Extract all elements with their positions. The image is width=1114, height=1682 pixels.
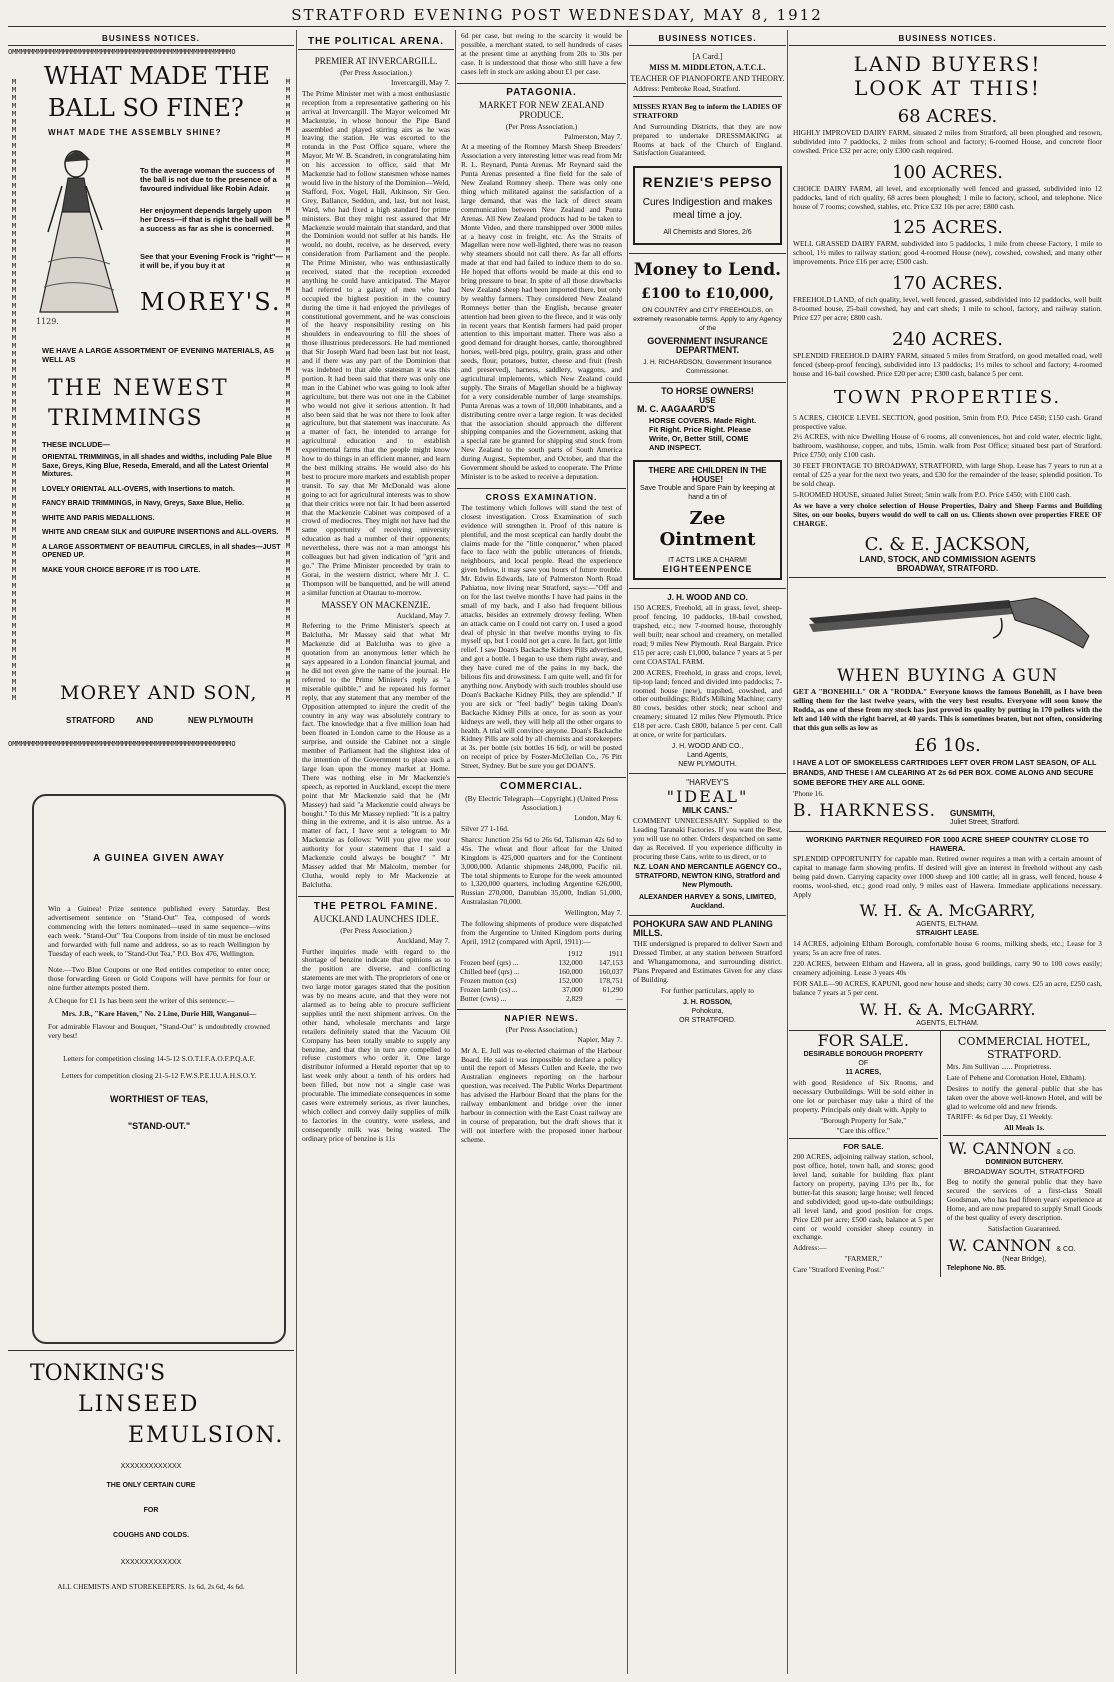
table-row bbox=[457, 958, 626, 967]
list-item: WHITE AND PARIS MEDALLIONS. bbox=[42, 514, 155, 522]
table-cell: Frozen mutton (cs) bbox=[460, 975, 517, 985]
card-label: [A Card.] bbox=[629, 45, 786, 61]
list-item: MAKE YOUR CHOICE BEFORE IT IS TOO LATE. bbox=[42, 566, 201, 574]
property-listing: 5 ACRES, CHOICE LEVEL SECTION, good position, 5min from P.O. Price £450; £150 cash. Grand prospective value. bbox=[793, 412, 1102, 431]
list-item: FANCY BRAID TRIMMINGS, in Navy, Greys, Saxe Blue, Helio. bbox=[42, 500, 245, 507]
article-headline: PATAGONIA. bbox=[457, 83, 626, 98]
ad-firm: J. H. WOOD AND CO., bbox=[671, 742, 744, 750]
article-subheadline: (By Electric Telegraph—Copyright.) (United Press Association.) bbox=[465, 794, 618, 813]
ad-headline: BALL SO FINE? bbox=[48, 94, 244, 122]
ad-headline: FOR SALE. bbox=[789, 1138, 938, 1151]
ad-headline: WHAT MADE THE bbox=[44, 62, 271, 90]
ad-cheque: A Cheque for £1 1s has been sent the writer of this sentence:— bbox=[48, 996, 235, 1006]
article-headline: THE PETROL FAMINE. bbox=[298, 896, 454, 912]
byline: (Per Press Association.) bbox=[505, 1024, 578, 1034]
column-divider bbox=[787, 30, 788, 1674]
property-listing: 5-ROOMED HOUSE, situated Juliet Street; 5min walk from P.O. Price £450; with £100 cash. bbox=[793, 489, 1072, 499]
listing-acres: 240 ACRES. bbox=[892, 328, 1003, 350]
table-cell: 160,000 bbox=[558, 966, 583, 976]
border-pattern: OMMMMMMMMMMMMMMMMMMMMMMMMMMMMMMMMMMMMMMMMMMMMMMMMMMMMO bbox=[8, 48, 236, 56]
ad-subheadline: WHAT MADE THE ASSEMBLY SHINE? bbox=[48, 128, 222, 137]
byline: (Per Press Association.) bbox=[340, 68, 412, 77]
border-pattern: M M M M M M M M M M M M M M M M M M M M M M M M M M M M M M M M M M M M M M M M M M M M M M M M M M M M M M M M M M M M M M M M M M M M M M M M M M M M M M bbox=[285, 78, 291, 702]
article-headline: NAPIER NEWS. bbox=[457, 1009, 626, 1023]
property-listing: 30 FEET FRONTAGE TO BROADWAY, STRATFORD, with large Shop. Lease has 7 years to run at a rental of £25 a year for the next two years, and £30 for the remainder of the lease; splendid position. To be sold cheap. bbox=[793, 461, 1102, 488]
ad-body: HORSE COVERS. Made Right. Fit Right. Price Right. Please Write, Or, Better Still, COME AND INSPECT. bbox=[649, 416, 757, 453]
sale-advert bbox=[789, 1031, 941, 1277]
ad-headline: FOR SALE. bbox=[817, 1030, 909, 1050]
ad-body: As we have a very choice selection of House Properties, Dairy and Sheep Farms and Building Sites, on our books, buyers would do well to call on us. Clients shown over properties FREE OF CHARGE. bbox=[793, 500, 1102, 528]
ad-body: For further particulars, apply to bbox=[661, 986, 754, 995]
article-headline: CROSS EXAMINATION. bbox=[457, 488, 626, 502]
column-2 bbox=[298, 30, 454, 1674]
ad-line: Mrs. Jim Sullivan ...... Proprietress. bbox=[946, 1061, 1052, 1071]
listing-text: WELL GRASSED DAIRY FARM, subdivided into 5 paddocks, 1 mile from cheese Factory, 1 mile to school, 1½ miles to railway station; good 4-roomed House (new), cowshed, cowshed, and many other improvements. Price £16 per acre; £500 cash. bbox=[793, 239, 1102, 267]
byline: (Per Press Association.) bbox=[340, 925, 412, 935]
ad-letters: Letters for competition closing 21-5-12 F.W.S.P.E.I.U.A.H.S.O.Y. bbox=[61, 1070, 257, 1080]
ad-body: with good Residence of Six Rooms, and necessary Outbuildings. Will be sold either in one lot or purchaser may take a third of the property. Principals only dealt with. Apply to bbox=[793, 1077, 934, 1114]
table-cell: — bbox=[615, 993, 623, 1003]
ad-label: THESE INCLUDE— bbox=[42, 440, 110, 449]
list-item: ORIENTAL TRIMMINGS, in all shades and widths, including Pale Blue Saxe, Greys, King Blue, Reseda, Emerald, and all the Latest Oriental Mixtures. bbox=[42, 454, 272, 478]
pepso-advert bbox=[633, 166, 782, 245]
ad-slogan: "STAND-OUT." bbox=[127, 1120, 191, 1131]
list-item: A LARGE ASSORTMENT OF BEAUTIFUL CIRCLES, in all shades—JUST OPENED UP. bbox=[42, 543, 281, 559]
ad-line: "Borough Property for Sale," bbox=[820, 1115, 907, 1125]
silver-price: Silver 27 1-16d. bbox=[461, 823, 509, 833]
ad-separator: XXXXXXXXXXXXX bbox=[120, 1559, 182, 1566]
ad-signature: J. H. RICHARDSON, Government Insurance Commissioner. bbox=[643, 359, 772, 376]
mcgarry-advert bbox=[789, 831, 1106, 1028]
ad-paragraph: To the average woman the success of the ball is not due to the presence of a favoured individual like Robin Adair. bbox=[140, 166, 277, 193]
lady-illustration bbox=[18, 142, 128, 332]
ad-amount: £100 to £10,000, bbox=[641, 286, 774, 303]
section-header: BUSINESS NOTICES. bbox=[658, 34, 757, 43]
ad-firm: NEW PLYMOUTH. bbox=[678, 760, 737, 768]
card-line: TEACHER OF PIANOFORTE AND THEORY. bbox=[630, 74, 785, 83]
ad-agent: N.Z. LOAN AND MERCANTILE AGENCY CO., STRATFORD, NEWTON KING, Stratford and New Plymouth. bbox=[633, 864, 782, 890]
ad-firm-suffix: & CO. bbox=[1056, 1245, 1076, 1253]
listing-acres: 125 ACRES. bbox=[892, 217, 1003, 239]
hotel-advert bbox=[941, 1031, 1106, 1277]
section-header: BUSINESS NOTICES. bbox=[102, 34, 200, 43]
ad-firm-line: BROADWAY, STRATFORD. bbox=[896, 564, 999, 574]
card-name: MISS M. MIDDLETON, A.T.C.L. bbox=[649, 63, 766, 72]
guinea-advert bbox=[32, 794, 286, 1344]
ad-body: GET A "BONEHILL" OR A "RODDA." Everyone knows the famous Bonehill, as I have been selling them for the last twelve years, with the very best results. Everyone will soon know the Rodda, as one of these from my stock has just proved its quality by putting in 170 pellets with the left and 140 with the right barrel, at 40 yards. This is sometimes beaten, but not often, considering that this gun sells as low as bbox=[793, 687, 1102, 733]
listing-text: CHOICE DAIRY FARM, all level, and exceptionally well fenced and grassed, subdivided into 12 paddocks, land of rich quality, 68 acres been ploughed; 1 mile to factory, school, and telephone. Nice house of 7 rooms; cowshed, stables, etc. Price £32 10s per acre; £800 cash. bbox=[793, 183, 1102, 211]
ad-body: SPLENDID OPPORTUNITY for capable man. Retired owner requires a man with a certain amount of capital to manage farm showing profits. If desired will give an interest in freehold without any cash being paid down. Carrying capacity over 1000 sheep and 100 cattle; all in grass, well fenced, house 4 rooms, wool-shed, etc.; good road only, 9 miles east of Hawera. Immediate applications necessary. Apply bbox=[793, 853, 1102, 899]
column-divider bbox=[455, 30, 456, 1674]
listing-acres: 68 ACRES. bbox=[897, 106, 998, 127]
ad-headline: THERE ARE CHILDREN IN THE HOUSE! bbox=[648, 466, 767, 485]
ad-headline: POHOKURA SAW AND PLANING MILLS. bbox=[633, 919, 773, 939]
bottom-adverts bbox=[789, 1030, 1106, 1277]
column-1 bbox=[8, 30, 294, 1674]
ad-firm-suffix: & CO. bbox=[1056, 1149, 1076, 1157]
ad-body: COMMENT UNNECESSARY. Supplied to the Leading Taranaki Factories. If you want the Best, you will use no other. Orders despatched on same day as Received. If you experience difficulty in procuring these Cans, write to us direct, or to bbox=[633, 815, 782, 861]
ad-department: GOVERNMENT INSURANCE DEPARTMENT. bbox=[647, 336, 768, 356]
ad-title: A GUINEA GIVEN AWAY bbox=[93, 853, 225, 864]
ad-headline: EMULSION. bbox=[128, 1423, 285, 1448]
article-body: The Prime Minister met with a most enthusiastic reception from a representative gathering on his arrival at Invercargill. The Mayor welcomed Mr Mackenzie, in whose honour the Pipe Band assembled and played stirring airs as he was leaving the station. He was escorted to the rotunda in the Post Office square, where the Mayor, Mr W. B. Scandrett, in congratulating him on his accession to office, said that Mr Mackenzie had to follow statesmen whose names would live in the history of the Dominion—Weld, Stafford, Fox, Vogel, Hall, Atkinson, Sir Geo. Grey, Ballance, Seddon, and, last, but not least, Ward, who had fixed a high standard for prime ministers. But they might rest assured that Mr Mackenzie would maintain that standard, and that the Dominion would not suffer at his hands. He would, no doubt, receive, as he deserved, every consideration from Parliament and the people. The Prime Minister, who was enthusiastically received, stated that the reception exceeded anything he could have anticipated. The Mayor had referred to a galaxy of men who had occupied the highest position in the country during the time it had enjoyed the privileges of constitutional government, and he was conscious of the heavy responsibility resting on his shoulders in endeavouring to fill the shoes of those illustrious predecessors. He had mentioned that Sir Joseph Ward had been last but not least, and if there was any part of the Dominion that was indebted to that able statesman it was this portion. It had been said that there was only one man in the Cabinet who was going to look after agriculture, but there was not one in the Cabinet who would not give it serious attention. It had also been said that he was not there to look after agriculture, but that statement was inaccurate. As a matter of fact, he intended to arrange for agricultural education and to establish experimental farms that the people might know how to do things in an efficient manner, and learn the best milking strains. He would also do his best to procure more markets and establish proper transit. To say that Mr McDonald was alone going to act for agricultural interests was to show that their critics were not fair. It had been asserted that the Mackenzie Cabinet was composed of a crowd of mediocres. They might not have had the same opportunity of receiving university education as had a number of their opponents; nevertheless, there was not a man amongst his colleagues but had given indication of "grit and go." The Prime Minister proceeded by train to Gorai, in the western district, where Mr J. C. Thompson will be banquetted, and he will attend a similar function at Otautau to-morrow. bbox=[302, 88, 450, 597]
ad-intro: WE HAVE A LARGE ASSORTMENT OF EVENING MATERIALS, AS WELL AS bbox=[42, 346, 274, 364]
ad-firm: W. H. & A. McGARRY, bbox=[859, 901, 1036, 921]
article-body: The testimony which follows will stand the test of closest investigation. Cross Examination of such evidence will strengthen it. Proof of this nature is plentiful, and the most sceptical can hardly doubt the claims made for the "little conqueror," when placed face to face with the public utterances of friends, neighbours, and local people. Read the experience given below, it may save you hours of future trouble. Mr. Edwin Edwards, late of Palmerston North Road Pahiatua, now living near Stratford, says:—"Off and on for the last twelve months I have had pains in the small of my back, and I also had frequent bilious attacks, besides an extremely drowsy feeling. When an attack came on I could not carry on. I used a good deal of physic in that twelve months trying to fix myself up, but I could not get a cure. In fact, got little relief. I saw Doan's Backache Kidney Pills advertised, and got a bottle. I began to use them right away, and they have cured me of the pains in my back, the bilious fits and drowsiness. I am quite well, and fit for anything now. Anybody with such troubles should use Doan's Backache Kidney Pills, they are splendid." If you are sick or "feel badly" begin taking Doan's Backache Kidney Pills at once, for as soon as your kidneys are well, they will help all the other organs to health. A trial will convince anyone. Doan's Backache Kidney Pills are sold by all chemists and storekeepers at 3s. per bottle (six bottles 16 6d), or will be posted on receipt of price by Foster-McClellan Co., 76 Pitt Street, Sydney. But be sure you get DOAN'S. bbox=[461, 502, 622, 771]
table-cell: 132,000 bbox=[558, 957, 583, 967]
article-body: Mr A. E. Jull was re-elected chairman of the Harbour Board. He said it was impossible to declare a policy until the report of Messrs Cullen and Keele, the two Australian engineers reporting on the harbour question, was received. The Public Works Department has advised the Harbour Board that the plans for the railway embankment and bridge over the inner harbour in connection with the East Coast railway are in course of preparation, but the draft shows that it will not interfere with the proposed inner harbour scheme. bbox=[461, 1045, 622, 1144]
ad-slogan: WORTHIEST OF TEAS, bbox=[110, 1093, 208, 1104]
article-headline: MASSEY ON MACKENZIE. bbox=[321, 599, 431, 610]
table-header: 1912 bbox=[567, 948, 583, 958]
ad-letters: Letters for competition closing 14-5-12 S.O.T.I.F.A.O.F.P.Q.A.F. bbox=[63, 1053, 255, 1063]
ad-firm: ALEXANDER HARVEY & SONS, LIMITED, Auckland. bbox=[638, 894, 777, 911]
ad-firm: J. H. ROSSON, bbox=[682, 998, 732, 1006]
farm-listing bbox=[789, 217, 1106, 267]
ad-firm-line: Juliet Street, Stratford. bbox=[949, 818, 1020, 826]
table-header bbox=[457, 949, 545, 958]
ad-line: "Care this office." bbox=[836, 1126, 890, 1136]
farm-listing bbox=[789, 106, 1106, 156]
property-listing: 2½ ACRES, with nice Dwelling House of 6 rooms, all conveniences, hot and cold water, electric light, bathroom, washhouse, copper, and tubs, 15min. walk from Post Office; situated best part of Stratford. Price £750; only £100 cash. bbox=[793, 432, 1102, 460]
morey-advert bbox=[8, 45, 294, 786]
table-header: 1911 bbox=[608, 948, 623, 958]
article-headline: COMMERCIAL. bbox=[457, 777, 626, 792]
ad-line: DOMINION BUTCHERY. bbox=[985, 1159, 1064, 1167]
table-cell: 147,153 bbox=[598, 957, 623, 967]
ad-headline: WORKING PARTNER REQUIRED FOR 1000 ACRE SHEEP COUNTRY CLOSE TO HAWERA. bbox=[806, 834, 1089, 853]
ad-line: (Near Bridge), bbox=[1002, 1255, 1047, 1263]
ad-brand: RENZIE'S PEPSO bbox=[642, 174, 773, 191]
list-item: LOVELY ORIENTAL ALL-OVERS, with Insertions to match. bbox=[42, 485, 235, 493]
article-body: At a meeting of the Romney Marsh Sheep Breeders' Association a very interesting letter was read from Mr R. L. Reynard, Punta Arenas. Mr Reynard said the Punta Arenas presented a fine field for the sale of New Zealand Romney sheep. There was only one thing which militated against the satisfaction of a large demand, that was the lack of direct steam communication between New Zealand and Punta Arenas. All New Zealand products had to be taken to Monte Video, and there transhipped over 3000 miles at a heavy cost in freight, etc. As the Straits of Magellan were now well-lighted, there was no reason why steamers should not call there. As far all efforts made at that end had failed to induce them to do so. He hoped that efforts would be made at this end to bring pressure to bear. In spite of all those drawbacks New Zealand sheep had been imported there, but only by wealthy farmers. They considered New Zealand Romneys better than the English, because greater attention had been given to the fleece, and it was only in recent years that Kentish farmers had paid proper attention to this important matter. There was also a good demand for draught horses, cattle, thoroughbred horses, well-bred pigs, poultry, grain, grass and other seeds, flour, potatoes, butter, cheese and fruit (fresh and preserved), harness, saddlery, waggons, and agricultural implements, which New Zealand could supply. The Straits of Magellan should be a highway for a very considerable number of large steamships. Punta Arenas was a town of 10,000 inhabitants, and a distributing centre over a large region. It was decided that the association should approach the different shipping companies and the Government, asking that a special rate be granted for shipping stud stock from New Zealand to the south parts of South America during August, September, and October, and that the Government should be asked to cooperate. The Prime Minister is to be asked to receive a deputation. bbox=[461, 142, 622, 481]
ad-firm: Land Agents, bbox=[687, 751, 728, 759]
article-body: Further inquiries made with regard to the shortage of benzine indicate that opinions as to the position are diverse, and conflicting statements are met with. The proprietors of one or two large motor garages stated that the position was by no means acute, and that they were not alarmed as to being able to procure sufficient supplies until the next shipment arrives. On the other hand, wholesale merchants and large retailers definitely stated that the Vacuum Oil Company has been totally unable to supply any benzine, and that they in turn are compelled to refuse customers who order it. One large distributor informed a Herald reporter that up to last week only about a tenth of his orders had been filled, but now not a single case was procurable. The immediate consequences in some cases were extremely serious, as river launches, which collect and convey daily supplies of milk to factories in the country, were useless, and consequently milk was being wasted. The ordinary price of benzine is 11s bbox=[302, 946, 450, 1143]
ad-firm: W. CANNON bbox=[948, 1139, 1052, 1159]
ad-paragraph: Her enjoyment depends largely upon her Dress—if that is right the ball will be a success as far as she is concerned. bbox=[140, 206, 283, 233]
table-cell: 152,000 bbox=[558, 975, 583, 985]
ad-brand: "HARVEY'S bbox=[686, 777, 729, 787]
farm-listing: 200 ACRES, Freehold, in grass and crops, level, tip-top land; fenced and divided into paddocks; 7-roomed house (new), trapshed, cowshed, and other outbuildings; Ridd's Milking Machine; carry 80 cows, besides other stock; near school and creamery; situated 12 miles New Plymouth. Price £18 per acre. Cash £800, balance 5 per cent. Call at once, or write for particulars. bbox=[633, 667, 782, 740]
ad-headline: TRIMMINGS bbox=[48, 406, 203, 431]
farm-listing bbox=[789, 329, 1106, 379]
ad-headline: COMMERCIAL HOTEL, STRATFORD. bbox=[958, 1034, 1091, 1061]
ad-line: "FARMER," bbox=[844, 1254, 883, 1264]
ad-line: DESIRABLE BOROUGH PROPERTY bbox=[803, 1050, 923, 1058]
column-5 bbox=[789, 30, 1106, 1674]
ad-price: £6 10s. bbox=[914, 735, 981, 756]
ad-body: Win a Guinea! Prize sentence published every Saturday. Best advertisement sentence on "Stand-Out" Tea, composed of words commencing with the letters nominated—used in same sequence—wins each week. "Stand-Out" Tea Coupons from inside of tin must be enclosed and forwarded with full name and address, so as to reach Wellington by Tuesday of each week, to "Stand-Out Tea," P.O. Box 476, Wellington. bbox=[48, 904, 270, 958]
table-cell: 37,000 bbox=[562, 984, 583, 994]
ad-firm: W. H. & A. McGARRY. bbox=[859, 999, 1036, 1019]
ointment-advert bbox=[633, 460, 782, 580]
tonking-advert bbox=[8, 1350, 294, 1674]
article-body: Sharcs: Junction 25s 6d to 26s 6d, Talisman 42s 6d to 45s. The wheat and flour afloat for the United Kingdom is 425,000 quarters and for the Continent 3,000,000. Atlantic shipments 248,000, Pacific nil. The total shipments to Europe for the week amounted to 1,320,000 quarters, including Argentine 626,000, Russian 270,000, Danubian 35,000, Indian 51,000, Australasian 70,000. bbox=[461, 834, 622, 907]
table-cell: 61,290 bbox=[602, 984, 623, 994]
ad-note: Note.—Two Blue Coupons or one Red entitles competitor to enter once; those forwarding Green or Gold Coupons will have permits for four or nine further attempts posted them. bbox=[48, 965, 270, 993]
ad-headline: LAND BUYERS! bbox=[853, 52, 1042, 76]
column-4 bbox=[629, 30, 786, 1674]
ideal-advert bbox=[629, 773, 786, 912]
ad-line: COUGHS AND COLDS. bbox=[113, 1532, 189, 1539]
masthead-rule bbox=[8, 26, 1106, 27]
ad-body: 200 ACRES, adjoining railway station, school, post office, hotel, town hall, and stores; good level land, suitable for building flax plant factory on property, paying 13½ per lb., for butter-fat this season; large house; well fenced and subdivided; good up-to-date outbuildings; all level land, and good position for crops. Price £20 per acre; £500 cash, balance at 5 per cent or would consider sheep country in exchange. bbox=[793, 1152, 934, 1242]
ad-brand: MOREY'S. bbox=[140, 288, 282, 316]
trimmings-list bbox=[42, 454, 282, 581]
list-item: WHITE AND CREAM SILK and GUIPURE INSERTIONS and ALL-OVERS. bbox=[42, 529, 279, 536]
ad-line: FOR bbox=[143, 1507, 159, 1514]
ad-line: USE bbox=[699, 396, 716, 406]
ad-firm-line: GUNSMITH, bbox=[949, 808, 995, 818]
ad-headline: TOWN PROPERTIES. bbox=[833, 386, 1062, 408]
ad-firm-details bbox=[950, 809, 1020, 827]
ad-town: AND bbox=[136, 716, 154, 725]
ad-body: I HAVE A LOT OF SMOKELESS CARTRIDGES LEFT OVER FROM LAST SEASON, OF ALL BRANDS, AND THESE I AM CLEARING AT 2s 6d PER BOX. COME ALONG AND SECURE SOME BEFORE THEY ARE ALL GONE. bbox=[793, 758, 1097, 787]
byline: (Per Press Association.) bbox=[505, 121, 578, 131]
column-divider bbox=[296, 30, 297, 1674]
listing-text: HIGHLY IMPROVED DAIRY FARM, situated 2 miles from Stratford, all been ploughed and resown, subdivided into 7 paddocks, 2 miles from school and factory; 6-roomed House, and concrete floor cowshed. Price £32 per acre; only £300 cash required. bbox=[793, 128, 1102, 155]
farm-listing bbox=[789, 273, 1106, 323]
article-body: The following shipments of produce were dispatched from the Argentine to United Kingdom ports during April, 1912 (compared with April, 1911):— bbox=[461, 919, 622, 946]
ad-body: Desires to notify the general public that she has taken over the above well-known Hotel, and will be glad to welcome old and new friends. bbox=[946, 1083, 1102, 1111]
ad-headline: WHEN BUYING A GUN bbox=[836, 666, 1059, 687]
ad-headline: TO HORSE OWNERS! bbox=[661, 386, 754, 397]
ad-headline: LINSEED bbox=[78, 1392, 200, 1417]
ad-firm-line: AGENTS, ELTHAM. bbox=[916, 921, 979, 929]
dateline: Wellington, May 7. bbox=[564, 908, 622, 918]
dateline: Invercargill, May 7. bbox=[391, 78, 450, 87]
ad-town: NEW PLYMOUTH bbox=[188, 716, 254, 725]
card-address: Address: Pembroke Road, Stratford. bbox=[633, 84, 741, 93]
article-headline: PREMIER AT INVERCARGILL. bbox=[298, 49, 454, 66]
table-cell: 178,751 bbox=[598, 975, 623, 985]
table-cell: Frozen beef (qrs) ... bbox=[460, 957, 519, 967]
ad-line: OF bbox=[858, 1059, 869, 1067]
ad-brand: "IDEAL" bbox=[666, 786, 749, 806]
horse-advert bbox=[629, 382, 786, 452]
gun-advert bbox=[789, 577, 1106, 826]
ad-line: BROADWAY SOUTH, STRATFORD bbox=[964, 1167, 1085, 1177]
ad-line: THE ONLY CERTAIN CURE bbox=[106, 1482, 196, 1489]
pohokura-advert bbox=[629, 915, 786, 1024]
masthead: STRATFORD EVENING POST WEDNESDAY, MAY 8, 1912 bbox=[291, 6, 823, 24]
ad-body: THE undersigned is prepared to deliver Sawn and Dressed Timber, at any station between Stratford and Whangamomona, and surrounding district. Plans Prepared and Estimates Given for any class of Building. bbox=[633, 939, 782, 985]
table-row bbox=[457, 967, 626, 976]
table-cell: Frozen lamb (cs) ... bbox=[460, 984, 518, 994]
listing-text: FREEHOLD LAND, of rich quality, level, well fenced, grassed, subdivided into 12 paddocks, well built 8-roomed house, 25-bail cowshed, hay and cart sheds; 1 mile to school, factory, and railway station. Price £27 per acre; £800 cash. bbox=[793, 295, 1102, 322]
ad-firm-row bbox=[793, 801, 1106, 827]
article-body: Referring to the Prime Minister's speech at Balclutha, Mr Massey said that what Mr Mackenzie did at Balclutha was to give a quotation from an anonymous letter which he says appeared in a London financial journal, and he did not even give the name of the journal. He referred to the Prime Minister's reply as "a miserable quibble," and he repeated his former reply, that any statement that any member of the Opposition attempted to injure the credit of the country in any way was absolutely contrary to fact. The knowledge that a five million loan had been floated in London came to the House as a surprise, and outside the Cabinet not a single member of Parliament had the slightest idea of the intention of the Government to place such a large loan upon the money market at Home. There was nothing else in Mr Mackenzie's speech, as reported in Auckland, except the mere point that Mr Mackenzie said that he (Mr Massey) had said "a Mackenzie could always be bought." To this Mr Massey replied: "It is a paltry thing in the extreme, and it is also untrue. As a matter of fact, I have sent a telegram to Mr Mackenzie as follows: 'Will you give me your authority for your statement that I said a Mackenzie could always be bought?' " Mr Massey added that Mr Malcolm, member for Clutha, would reply to Mr Mackenzie at Balclutha. bbox=[302, 621, 450, 889]
table-cell: 160,037 bbox=[598, 966, 623, 976]
dateline: Napier, May 7. bbox=[577, 1034, 622, 1044]
lease-listing: 220 ACRES, between Eltham and Hawera, all in grass, good buildings, carry 90 to 100 cows easily; creamery adjoining. Lease 3 years 40s bbox=[793, 959, 1102, 978]
shotgun-illustration bbox=[789, 578, 1106, 662]
ad-line: Address:— bbox=[793, 1243, 827, 1253]
ad-firm: OR STRATFORD. bbox=[679, 1016, 736, 1024]
table-cell: Chilled beef (qrs) ... bbox=[460, 966, 520, 976]
ad-line: Care "Stratford Evening Post." bbox=[793, 1265, 885, 1275]
ad-body: Beg to notify the general public that they have secured the services of a first-class Small Goodsman, who has had fifteen years' experience at Home, and are now prepared to supply Small Goods of the best quality of every description. bbox=[946, 1177, 1102, 1222]
ad-price: EIGHTEENPENCE bbox=[662, 564, 753, 575]
table-cell: Butter (cwts) ... bbox=[460, 993, 507, 1003]
ad-line: 11 ACRES, bbox=[845, 1068, 882, 1076]
ad-product: MILK CANS." bbox=[682, 805, 733, 815]
cannon-advert bbox=[943, 1135, 1106, 1272]
ad-firm: B. HARKNESS. bbox=[793, 800, 936, 821]
ad-slogan: IT ACTS LIKE A CHARM! bbox=[668, 557, 747, 565]
ad-headline: TONKING'S bbox=[30, 1361, 166, 1386]
svg-text:1129.: 1129. bbox=[36, 317, 59, 326]
lease-listing: 14 ACRES, adjoining Eltham Borough, comfortable house 6 rooms, milking sheds, etc.; Lease for 3 years; 5s an acre free of rates. bbox=[793, 939, 1102, 958]
article-subheadline: AUCKLAND LAUNCHES IDLE. bbox=[313, 913, 439, 924]
lease-listing: FOR SALE—90 ACRES, KAPUNI, good new house and sheds; carry 30 cows. £25 an acre, £250 cash, balance 7 years at 5 per cent. bbox=[793, 979, 1102, 997]
ad-line: ALL CHEMISTS AND STOREKEEPERS. 1s 6d, 2s 6d, 4s 6d. bbox=[57, 1582, 245, 1591]
ad-line: Satisfaction Guaranteed. bbox=[987, 1223, 1061, 1233]
ad-headline: J. H. WOOD AND CO. bbox=[629, 588, 786, 602]
shipments-table bbox=[457, 949, 626, 1003]
ad-separator: XXXXXXXXXXXXX bbox=[120, 1463, 182, 1470]
border-pattern: M M M M M M M M M M M M M M M M M M M M M M M M M M M M M M M M M M M M M M M M M M M M M M M M M M M M M M M M M M M M M M M M M M M M M M M M M M M M M M bbox=[11, 78, 17, 702]
farm-listing bbox=[789, 162, 1106, 212]
farm-listing: 150 ACRES, Freehold, all in grass, level, sheep-proof fencing, 10 paddocks, 18-bail cowshed, trapshed, etc.; new 7-roomed house, thoroughly well built; near school and creamery, on metalled road; 9 miles New Plymouth. Real Bargain. Price £15 per acre; cash £1,000, balance 7 years at 5 per cent COASTAL FARM. bbox=[633, 603, 782, 666]
listing-text: SPLENDID FREEHOLD DAIRY FARM, situated 5 miles from Stratford, on good metalled road, well fenced (sheep-proof fencing), subdivided into 13 paddocks; 1½ miles to school and factory; 4-roomed house and 16-bail cowshed. Price £20 per acre; £300 cash, balance 5 per cent. bbox=[793, 350, 1102, 378]
ryan-body: And Surrounding Districts, that they are now prepared to undertake DRESSMAKING at Rooms at back of the Church of England. Satisfaction Guaranteed. bbox=[633, 121, 782, 158]
table-row bbox=[457, 985, 626, 994]
dateline: London, May 6. bbox=[574, 813, 622, 823]
table-row bbox=[457, 994, 626, 1003]
ad-line: Late of Pehene and Coronation Hotel, Eltham). bbox=[946, 1072, 1087, 1082]
article-body: 6d per case, but owing to the scarcity it would be possible, a merchant stated, to sell hundreds of cases at the present time at anything from 20s to 30s per case. It is understood that those who still have a few cases left in stock are asking about £1 per case. bbox=[461, 31, 622, 76]
ad-brand: Zee Ointment bbox=[659, 508, 756, 551]
ad-body: ON COUNTRY and CITY FREEHOLDS, on extremely reasonable terms. Apply to any Agency of the bbox=[633, 307, 782, 333]
ad-paragraph: See that your Evening Frock is "right"—it will be, if you buy it at bbox=[140, 252, 283, 270]
section-header: BUSINESS NOTICES. bbox=[898, 34, 997, 43]
money-advert bbox=[629, 253, 786, 376]
ad-headline: Money to Lend. bbox=[633, 260, 782, 281]
ad-firm: Pohokura, bbox=[691, 1007, 724, 1015]
ad-body: Save Trouble and Spare Pain by keeping at hand a tin of bbox=[639, 485, 776, 502]
ad-brand: M. C. AAGAARD'S bbox=[637, 404, 715, 415]
ad-price: All Chemists and Stores, 2/6 bbox=[663, 229, 752, 237]
table-header-row bbox=[457, 949, 626, 958]
land-advert bbox=[789, 45, 1106, 573]
ad-firm-line: LAND, STOCK, AND COMMISSION AGENTS bbox=[859, 554, 1036, 565]
dateline: Auckland, May 7. bbox=[396, 935, 450, 945]
ad-firm-line: AGENTS, ELTHAM. bbox=[916, 1019, 979, 1027]
ad-winning-line: For admirable Flavour and Bouquet, "Stand-Out" is undoubtedly crowned very best! bbox=[48, 1021, 270, 1040]
ad-line: All Meals 1s. bbox=[1004, 1123, 1045, 1133]
ad-line: TARIFF: 4s 6d per Day, £1 Weekly. bbox=[946, 1112, 1053, 1122]
table-cell: 2,829 bbox=[565, 993, 583, 1003]
ad-line: Telephone No. 85. bbox=[946, 1264, 1006, 1272]
column-3 bbox=[457, 30, 626, 1674]
dateline: Auckland, May 7. bbox=[396, 610, 450, 620]
dateline: Palmerston, May 7. bbox=[564, 131, 622, 141]
ad-firm: C. & E. JACKSON, bbox=[864, 534, 1031, 556]
ad-headline: THE NEWEST bbox=[48, 376, 229, 401]
ad-headline: LOOK AT THIS! bbox=[854, 76, 1041, 100]
ad-subheadline: STRAIGHT LEASE. bbox=[915, 930, 979, 938]
ad-firm: MOREY AND SON, bbox=[60, 682, 258, 704]
column-divider bbox=[627, 30, 628, 1674]
section-header: THE POLITICAL ARENA. bbox=[307, 36, 445, 47]
table-row bbox=[457, 976, 626, 985]
ryan-heading: MISSES RYAN Beg to inform the LADIES OF STRATFORD bbox=[633, 96, 782, 121]
article-subheadline: MARKET FOR NEW ZEALAND PRODUCE. bbox=[479, 99, 604, 120]
ad-claim: Cures Indigestion and makes meal time a joy. bbox=[642, 197, 773, 222]
listing-acres: 170 ACRES. bbox=[892, 273, 1003, 295]
ad-town: STRATFORD bbox=[66, 716, 115, 725]
ad-winner: Mrs. J.B., "Kare Haven," No. 2 Line, Durie Hill, Wanganui— bbox=[61, 1009, 257, 1019]
ad-firm: W. CANNON bbox=[948, 1235, 1052, 1255]
border-pattern: OMMMMMMMMMMMMMMMMMMMMMMMMMMMMMMMMMMMMMMMMMMMMMMMMMMMMO bbox=[8, 740, 236, 748]
listing-acres: 100 ACRES. bbox=[892, 161, 1003, 183]
ad-phone: 'Phone 16. bbox=[793, 789, 824, 798]
